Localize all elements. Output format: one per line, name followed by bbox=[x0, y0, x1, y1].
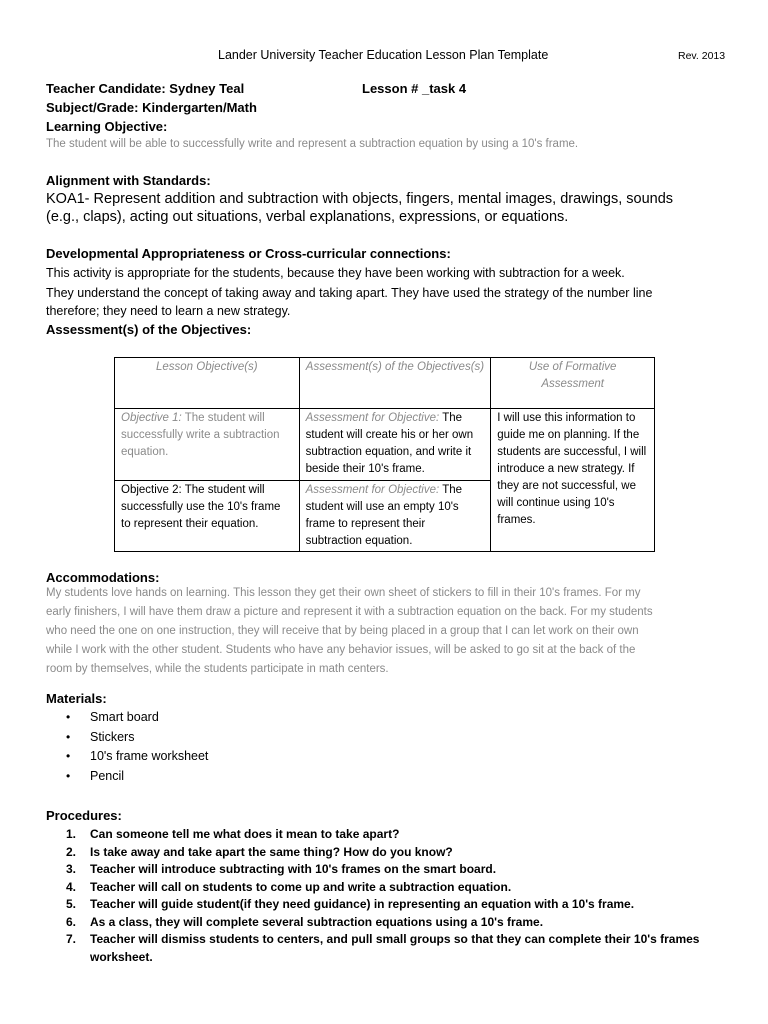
list-item bbox=[46, 749, 208, 769]
material-item: 10's frame worksheet bbox=[90, 749, 209, 764]
list-item bbox=[46, 914, 716, 932]
assessment-2-prefix: Assessment for Objective: bbox=[305, 484, 440, 496]
step-number: 5. bbox=[66, 897, 77, 911]
standard-line-2: (e.g., claps), acting out situations, verbal explanations, expressions, or equations. bbox=[46, 209, 569, 225]
step-text: Is take away and take apart the same thing? How do you know? bbox=[90, 844, 453, 859]
step-text: Teacher will call on students to come up and write a subtraction equation. bbox=[90, 879, 512, 894]
step-text: Teacher will dismiss students to centers, and pull small groups so that they can complete their 10's frames worksheet. bbox=[90, 932, 700, 964]
document-title: Lander University Teacher Education Lesson Plan Template bbox=[218, 48, 549, 62]
bullet-icon: • bbox=[66, 749, 71, 764]
list-item bbox=[46, 769, 208, 789]
list-item bbox=[46, 710, 208, 730]
developmental-line-3: therefore; they need to learn a new strategy. bbox=[46, 304, 291, 318]
assessment-label: Assessment(s) of the Objectives: bbox=[46, 322, 252, 337]
alignment-label: Alignment with Standards: bbox=[46, 173, 211, 188]
objective-1-text: The student will successfully write a subtraction equation. bbox=[121, 412, 280, 458]
accommodations-label: Accommodations: bbox=[46, 570, 160, 585]
list-item bbox=[46, 861, 716, 879]
list-item bbox=[46, 844, 716, 862]
list-item bbox=[46, 879, 716, 897]
objective-2-cell bbox=[115, 481, 300, 552]
material-item: Stickers bbox=[90, 729, 135, 744]
bullet-icon: • bbox=[66, 768, 71, 783]
developmental-line-1: This activity is appropriate for the students, because they have been working with subtraction for a week. bbox=[46, 266, 625, 280]
learning-objective-text: The student will be able to successfully write and represent a subtraction equation by using a 10's frame. bbox=[46, 138, 579, 150]
teacher-candidate: Teacher Candidate: Sydney Teal bbox=[46, 81, 245, 96]
objective-1-prefix: Objective 1: bbox=[121, 412, 182, 424]
step-number: 2. bbox=[66, 844, 77, 859]
step-number: 7. bbox=[66, 932, 77, 946]
standard-line-1: KOA1- Represent addition and subtraction with objects, fingers, mental images, drawings, sounds bbox=[46, 191, 674, 207]
learning-objective-label: Learning Objective: bbox=[46, 119, 168, 134]
list-item bbox=[46, 826, 716, 844]
formative-cell: I will use this information to guide me on planning. If the students are successful, I will introduce a new strategy. If they are not successful, we will continue using 10's frames. bbox=[491, 409, 655, 552]
list-item bbox=[46, 730, 208, 750]
bullet-icon: • bbox=[66, 710, 71, 724]
list-item bbox=[46, 931, 716, 966]
bullet-icon: • bbox=[66, 729, 71, 744]
assessment-1-text: The student will create his or her own subtraction equation, and write it beside their 10's frame. bbox=[305, 412, 474, 475]
header-assessments: Assessment(s) of the Objectives(s) bbox=[299, 358, 491, 409]
procedures-label: Procedures: bbox=[46, 808, 122, 823]
table-header-row bbox=[115, 358, 655, 409]
subject-grade: Subject/Grade: Kindergarten/Math bbox=[46, 100, 257, 115]
objective-2-text: Objective 2: The student will successfully use the 10's frame to represent their equation. bbox=[121, 484, 281, 530]
materials-list bbox=[46, 710, 208, 788]
accommodations-line-5: room by themselves, while the students participate in math centers. bbox=[46, 663, 389, 675]
step-text: Teacher will guide student(if they need guidance) in representing an equation with a 10's frame. bbox=[90, 897, 635, 911]
assessment-1-prefix: Assessment for Objective: bbox=[305, 412, 440, 424]
objective-1-cell bbox=[115, 409, 300, 481]
step-number: 4. bbox=[66, 879, 77, 894]
accommodations-line-2: early finishers, I will have them draw a picture and represent it with a subtraction equation on the back. For my students bbox=[46, 606, 653, 618]
step-number: 3. bbox=[66, 862, 77, 876]
revision-label: Rev. 2013 bbox=[678, 50, 726, 62]
step-text: As a class, they will complete several subtraction equations using a 10's frame. bbox=[90, 914, 544, 929]
step-text: Can someone tell me what does it mean to take apart? bbox=[90, 827, 400, 841]
material-item: Smart board bbox=[90, 710, 159, 724]
table-row bbox=[115, 409, 655, 481]
step-number: 1. bbox=[66, 827, 77, 841]
material-item: Pencil bbox=[90, 768, 125, 783]
assessment-2-cell bbox=[299, 481, 491, 552]
lesson-number: Lesson # _task 4 bbox=[362, 81, 467, 96]
header-formative-use: Use of Formative Assessment bbox=[491, 358, 655, 409]
assessment-1-cell bbox=[299, 409, 491, 481]
developmental-label: Developmental Appropriateness or Cross-curricular connections: bbox=[46, 246, 451, 261]
header-lesson-objectives: Lesson Objective(s) bbox=[115, 358, 300, 409]
procedures-list bbox=[46, 826, 716, 966]
step-text: Teacher will introduce subtracting with 10's frames on the smart board. bbox=[90, 862, 497, 876]
materials-label: Materials: bbox=[46, 691, 107, 706]
accommodations-line-3: who need the one on one instruction, they will receive that by being placed in a group that I can let work on their own bbox=[46, 625, 639, 637]
accommodations-line-1: My students love hands on learning. This lesson they get their own sheet of stickers to fill in their 10's frames. For my bbox=[46, 587, 641, 599]
assessment-table bbox=[114, 357, 655, 552]
step-number: 6. bbox=[66, 914, 77, 929]
assessment-2-text: The student will use an empty 10's frame to represent their subtraction equation. bbox=[305, 484, 463, 547]
accommodations-line-4: while I work with the other student. Students who have any behavior issues, will be asked to go sit at the back of the bbox=[46, 644, 636, 656]
developmental-line-2: They understand the concept of taking away and taking apart. They have used the strategy of the number line bbox=[46, 286, 653, 300]
list-item bbox=[46, 896, 716, 914]
